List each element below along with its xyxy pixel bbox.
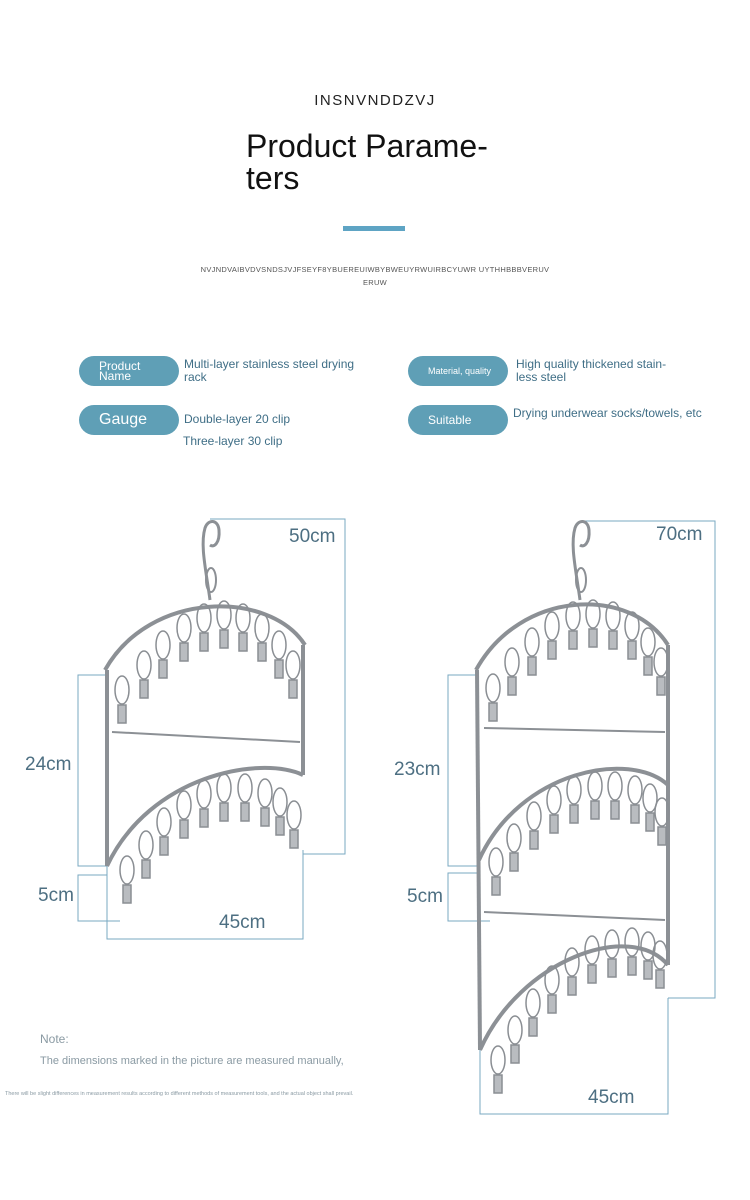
param-value-gauge-double: Double-layer 20 clip — [184, 412, 291, 426]
dim-height-double: 50cm — [289, 526, 336, 547]
param-value-gauge-triple: Three-layer 30 clip — [183, 434, 283, 448]
page-subtitle: NVJNDVAIBVDVSNDSJVJFSEYF8YBUEREUIWBYBWEUYRWUIRBCYUWR UYTHHBBBVERUVERUW — [200, 265, 550, 287]
page-title: Product Parame- ters — [246, 128, 488, 196]
brand-name: INSNVNDDZVJ — [314, 92, 436, 109]
dim-height-triple: 70cm — [656, 524, 703, 545]
param-label-gauge: Gauge — [79, 405, 179, 435]
dim-width-triple: 45cm — [588, 1087, 635, 1108]
double-layer-clips — [115, 601, 301, 903]
param-label-suitable: Suitable — [408, 405, 508, 435]
dim-width-double: 45cm — [219, 912, 266, 933]
dim-clip-double: 5cm — [38, 885, 74, 906]
triple-layer-clips — [486, 600, 669, 1093]
triple-layer-rack — [476, 521, 668, 1050]
dimension-lines-triple — [448, 521, 715, 1114]
note-text: The dimensions marked in the picture are measured manually, — [40, 1055, 344, 1067]
param-value-suitable: Drying underwear socks/towels, etc — [513, 406, 702, 420]
dim-layer-triple: 23cm — [394, 759, 441, 780]
note-title: Note: — [40, 1032, 69, 1046]
dim-layer-double: 24cm — [25, 754, 72, 775]
param-label-material: Material, quality — [408, 356, 508, 386]
param-value-material: High quality thickened stain-less steel — [516, 357, 667, 384]
param-value-product-name: Multi-layer stainless steel drying rack — [184, 357, 355, 384]
param-label-product-name: Product Name — [79, 356, 179, 386]
dim-clip-triple: 5cm — [407, 886, 443, 907]
note-fine-print: There will be slight differences in measurement results according to different methods of measurement tools, and the actual object shall prevail. — [5, 1091, 354, 1097]
